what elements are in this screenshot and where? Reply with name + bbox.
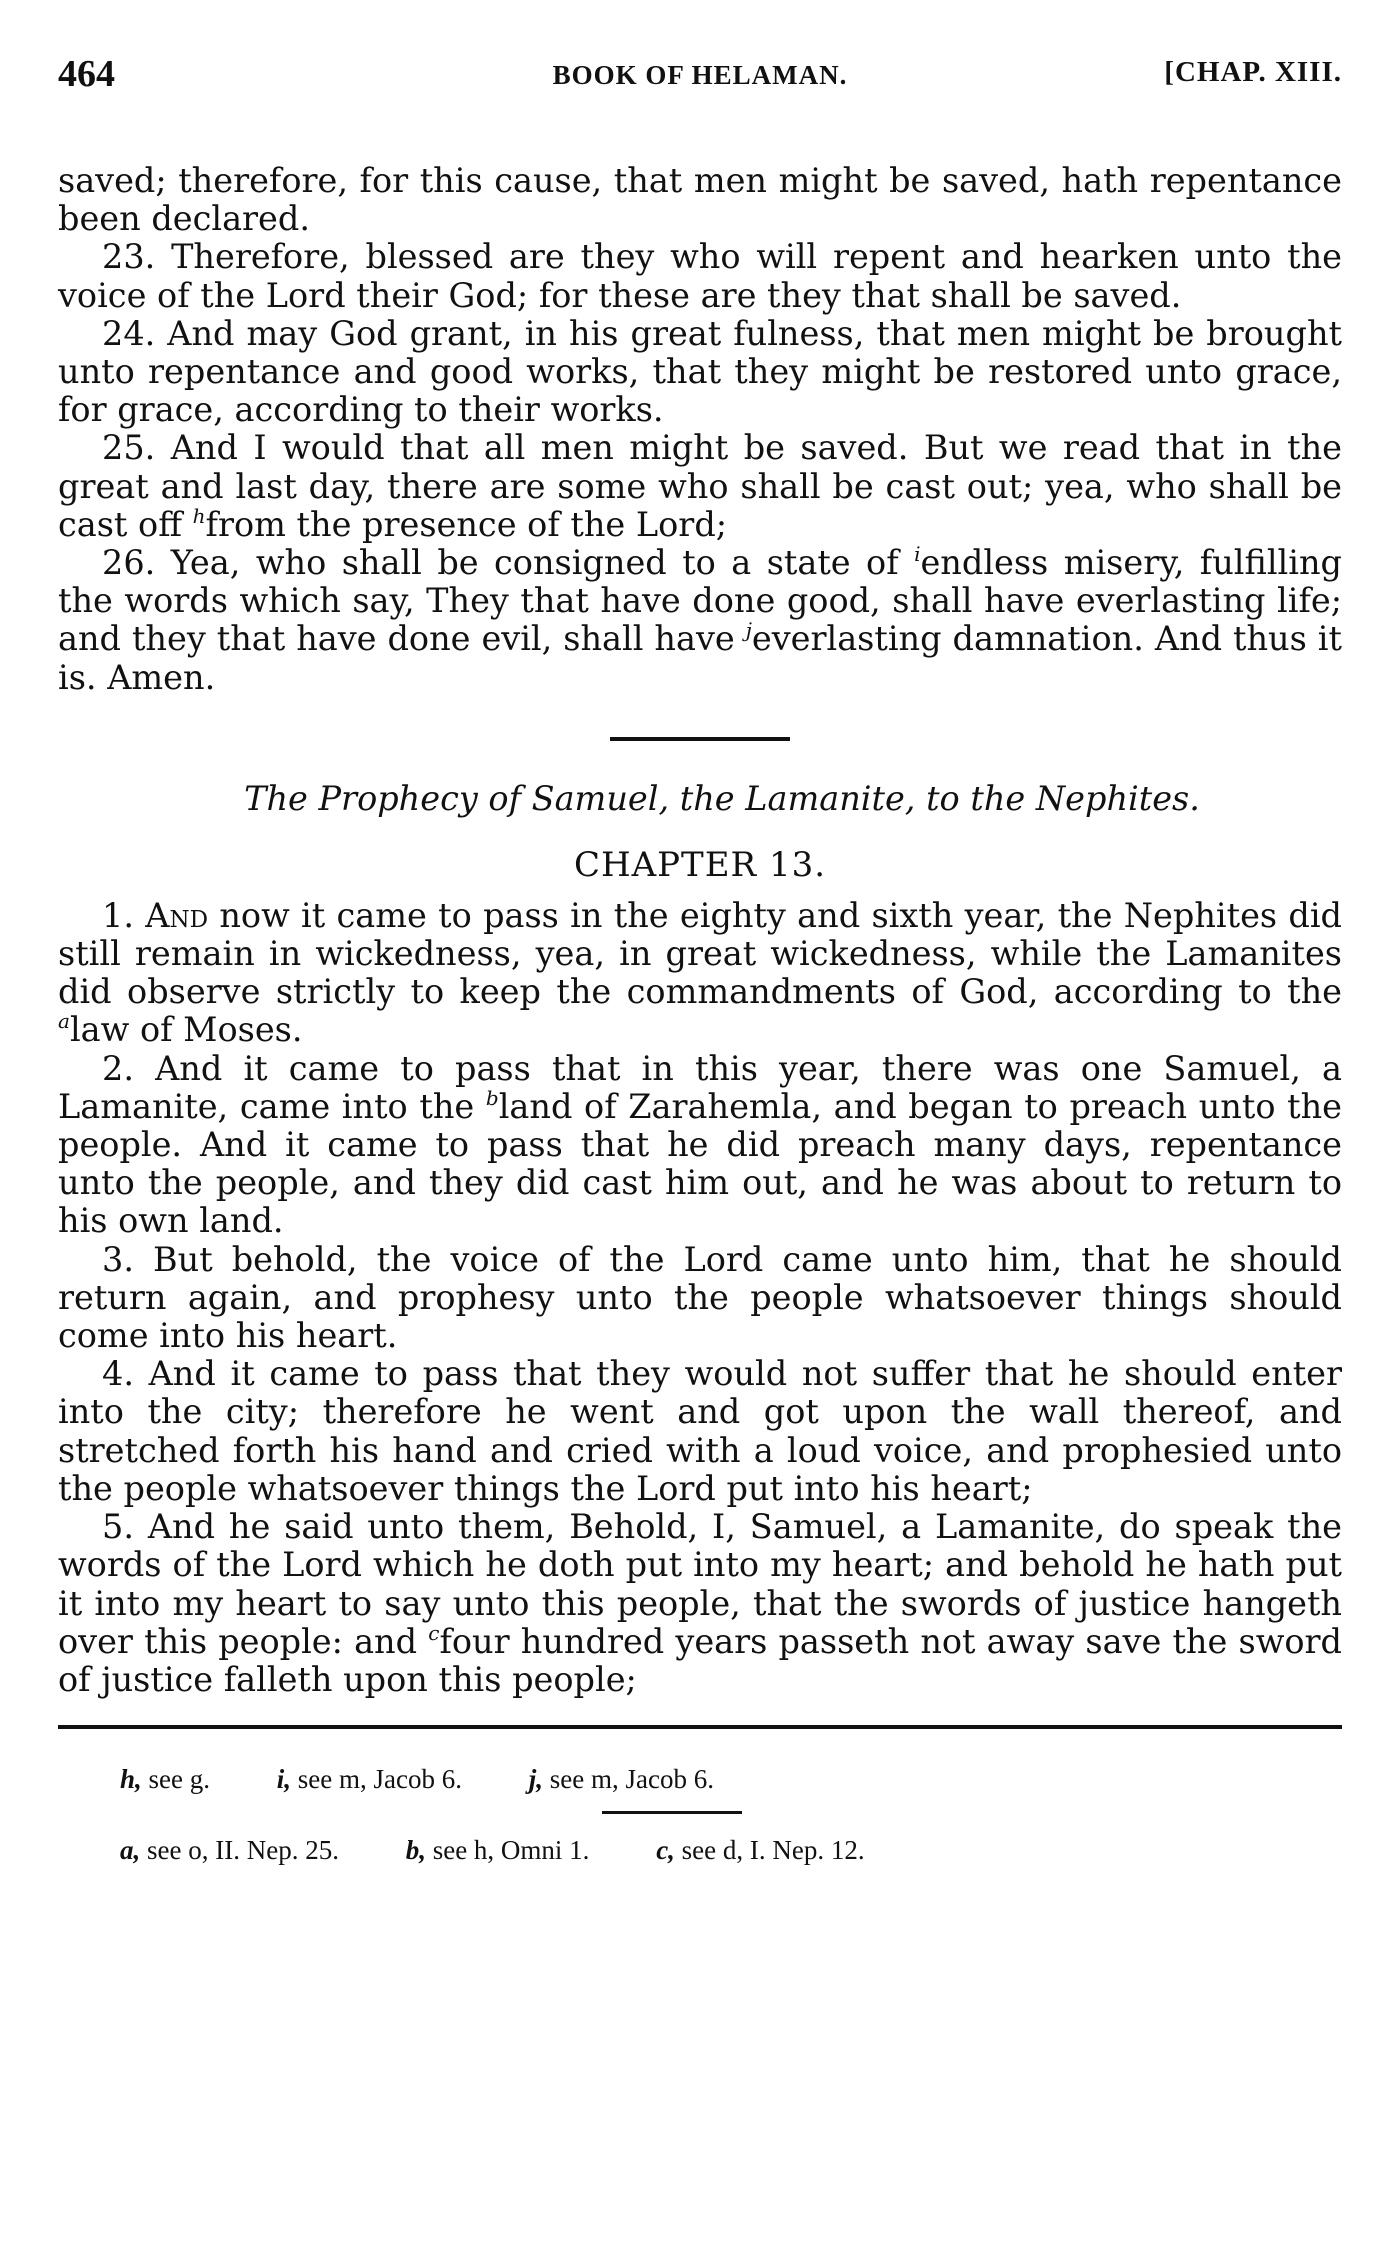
footnote-text: see g. — [141, 1764, 211, 1795]
footnote — [406, 1835, 590, 1865]
footnote — [120, 1835, 339, 1865]
verse-text: 2. And it came to pass that in this year, there was one Samuel, a Lamanite, came into the — [58, 1048, 1342, 1126]
verse-24: 24. And may God grant, in his great fulness, that men might be brought unto repentance and good works, that they might be restored unto grace, for grace, according to their works. — [58, 313, 1342, 430]
verse-23: 23. Therefore, blessed are they who will repent and hearken unto the voice of the Lord their God; for these are they that shall be saved. — [58, 237, 1342, 315]
verse-text: law of Moses. — [69, 1010, 303, 1050]
chapter-reference: [CHAP. XIII. — [1164, 56, 1342, 88]
footnote-separator — [58, 1725, 1342, 1729]
footnotes — [58, 1757, 1342, 1872]
verse-text: everlasting damnation. And thus it is. Amen. — [58, 619, 1342, 697]
verse-4: 4. And it came to pass that they would not suffer that he should enter into the city; therefore he went and got upon the wall thereof, and stretched forth his hand and cried with a loud voice, and prophesied unto the people whatsoever things the Lord put into his heart; — [58, 1354, 1342, 1508]
footnote-marker[interactable]: j — [745, 618, 752, 643]
verse-5 — [58, 1508, 1342, 1699]
footnote-marker[interactable]: a — [58, 1009, 70, 1034]
footnote-text: see m, Jacob 6. — [291, 1764, 462, 1795]
footnote-row — [58, 1757, 1342, 1801]
verse-lead-word: And — [145, 895, 209, 935]
verse-25 — [58, 429, 1342, 544]
verse-text: 25. And I would that all men might be saved. But we read that in the great and last day, there are some who shall be cast out; yea, who shall be cast off — [58, 428, 1342, 544]
running-head — [58, 52, 1342, 104]
footnote-marker[interactable]: c — [428, 1620, 440, 1645]
verse-text: 26. Yea, who shall be consigned to a state of — [102, 543, 915, 583]
footnote — [656, 1835, 864, 1865]
verse-number: 1. — [102, 895, 134, 935]
footnote-marker[interactable]: h — [192, 503, 206, 528]
verse-text: land of Zarahemla, and began to preach unto the people. And it came to pass that he did preach many days, repentance unto the people, and they did cast him out, and he was about to return to his own land. — [58, 1086, 1343, 1241]
verse-text: endless misery, fulfilling the words which say, They that have done good, shall have everlasting life; and they that have done evil, shall have — [58, 543, 1342, 659]
footnote-marker[interactable]: b — [485, 1085, 499, 1110]
verse-text: four hundred years passeth not away save the sword of justice falleth upon this people; — [58, 1621, 1342, 1699]
footnote-key: b, — [405, 1835, 426, 1866]
footnote-key: h, — [120, 1764, 142, 1795]
book-title: BOOK OF HELAMAN. — [552, 60, 848, 90]
scripture-page — [58, 52, 1342, 2242]
footnote-text: see h, Omni 1. — [425, 1835, 590, 1866]
verse-fragment: saved; therefore, for this cause, that men might be saved, hath repentance been declared. — [58, 161, 1342, 239]
footnote-text: see d, I. Nep. 12. — [674, 1835, 865, 1866]
footnote-key: a, — [120, 1835, 141, 1866]
verse-text: now it came to pass in the eighty and sixth year, the Nephites did still remain in wickedness, yea, in great wickedness, while the Lamanites did observe strictly to keep the commandments of God, according to the — [58, 895, 1342, 1012]
verse-text: 5. And he said unto them, Behold, I, Samuel, a Lamanite, do speak the words of the Lord which he doth put into my heart; and behold he hath put it into my heart to say unto this people, that the swords of justice hangeth over this people: and — [58, 1507, 1342, 1661]
chapter-13-text — [58, 897, 1342, 1699]
footnote-key: c, — [656, 1835, 675, 1866]
footnote-marker[interactable]: i — [914, 542, 921, 567]
footnote-row — [58, 1828, 1342, 1872]
footnote-key: j, — [528, 1764, 543, 1795]
verse-3: 3. But behold, the voice of the Lord came unto him, that he should return again, and prophesy unto the people whatsoever things should come into his heart. — [58, 1239, 1342, 1356]
page-number: 464 — [58, 53, 115, 95]
chapter-intro: The Prophecy of Samuel, the Lamanite, to the Nephites. — [244, 778, 1200, 818]
chapter-heading: CHAPTER 13. — [573, 844, 827, 885]
verse-text: from the presence of the Lord; — [205, 504, 728, 544]
footnote — [277, 1764, 462, 1794]
verse-26 — [58, 544, 1342, 697]
footnote-divider — [602, 1811, 742, 1814]
footnote — [529, 1764, 714, 1794]
section-divider — [610, 737, 790, 741]
footnote — [120, 1764, 210, 1794]
footnote-text: see m, Jacob 6. — [543, 1764, 714, 1795]
verse-2 — [58, 1050, 1342, 1241]
footnote-key: i, — [276, 1764, 292, 1795]
chapter-12-continuation — [58, 162, 1342, 697]
verse-1 — [58, 897, 1342, 1050]
footnote-text: see o, II. Nep. 25. — [140, 1835, 339, 1866]
